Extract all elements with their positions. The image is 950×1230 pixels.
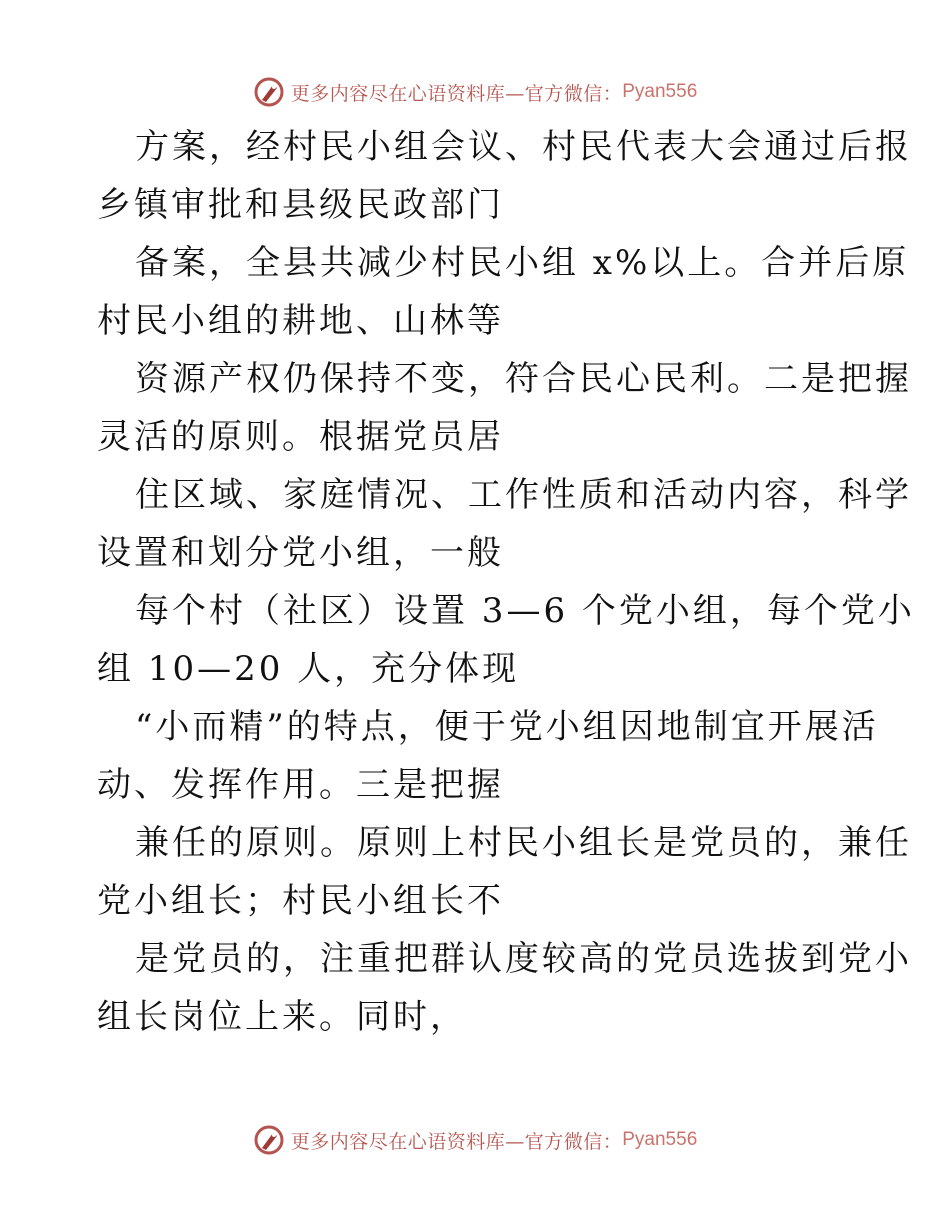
pen-logo-icon (253, 1124, 285, 1156)
text-line: 兼任的原则。原则上村民小组长是党员的，兼任 (135, 823, 912, 863)
header-watermark (0, 72, 950, 112)
text-line: 备案，全县共减少村民小组 x%以上。合并后原 (135, 243, 910, 283)
text-line: 每个村（社区）设置 3—6 个党小组，每个党小 (135, 591, 915, 631)
text-line: 组长岗位上来。同时， (97, 997, 467, 1037)
text-line: 住区域、家庭情况、工作性质和活动内容，科学 (135, 475, 912, 515)
text-line: 是党员的，注重把群认度较高的党员选拔到党小 (135, 939, 912, 979)
text-line: “小而精”的特点，便于党小组因地制宜开展活 (135, 707, 879, 747)
text-line: 动、发挥作用。三是把握 (97, 765, 504, 805)
text-line: 灵活的原则。根据党员居 (97, 417, 504, 457)
pen-logo-icon (253, 76, 285, 108)
text-line: 资源产权仍保持不变，符合民心民利。二是把握 (135, 359, 912, 399)
watermark-text: 更多内容尽在心语资料库—官方微信： (290, 82, 623, 105)
watermark-wechat-id: Pyan556 (622, 81, 698, 102)
text-line: 乡镇审批和县级民政部门 (97, 185, 504, 225)
text-line: 组 10—20 人，充分体现 (97, 649, 520, 689)
watermark-text: 更多内容尽在心语资料库—官方微信： (290, 1130, 623, 1153)
text-line: 党小组长；村民小组长不 (97, 881, 504, 921)
footer-watermark (0, 1120, 950, 1160)
text-line: 村民小组的耕地、山林等 (97, 301, 504, 341)
watermark-wechat-id: Pyan556 (622, 1129, 698, 1150)
text-line: 设置和划分党小组，一般 (97, 533, 504, 573)
text-line: 方案，经村民小组会议、村民代表大会通过后报 (135, 127, 912, 167)
